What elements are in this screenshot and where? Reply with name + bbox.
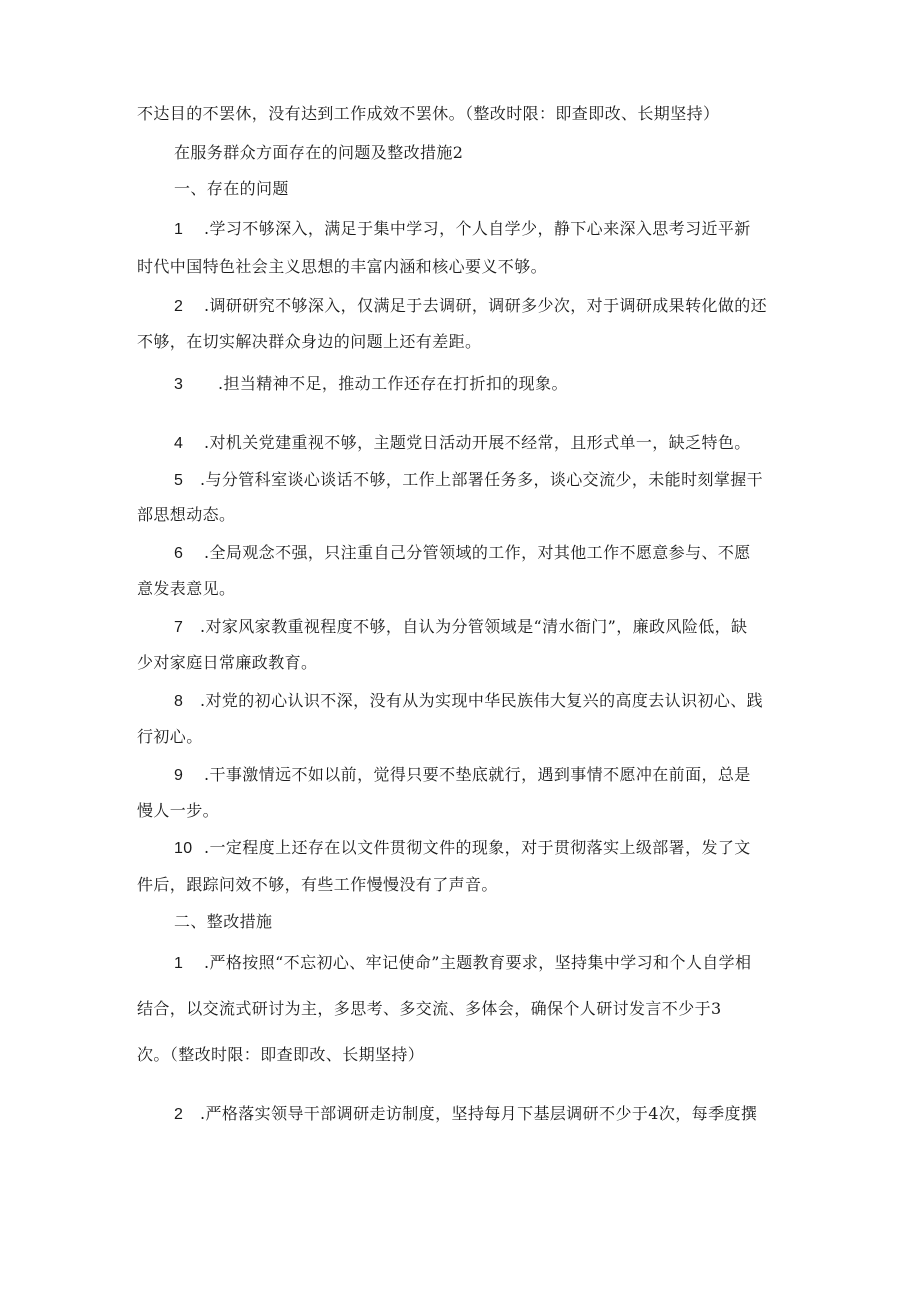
item-number: 9	[174, 767, 184, 784]
list-item: 8 .对党的初心认识不深，没有从为实现中华民族伟大复兴的高度去认识初心、践	[174, 691, 764, 710]
item-number: 1	[174, 221, 184, 238]
paragraph-line: 不够，在切实解决群众身边的问题上还有差距。	[137, 332, 482, 351]
item-number: 4	[174, 435, 184, 452]
item-number: 3	[174, 376, 184, 393]
item-number: 2	[174, 298, 184, 315]
list-item: 2 .调研研究不够深入，仅满足于去调研，调研多少次，对于调研成果转化做的还	[174, 296, 768, 315]
item-number: 5	[174, 472, 184, 489]
section-title: 在服务群众方面存在的问题及整改措施2	[174, 143, 464, 162]
section-heading: 一、存在的问题	[174, 179, 289, 198]
paragraph-line: 意发表意见。	[137, 579, 236, 598]
list-item: 1 .严格按照“不忘初心、牢记使命”主题教育要求，坚持集中学习和个人自学相	[174, 953, 752, 972]
list-item: 7 .对家风家教重视程度不够，自认为分管领域是“清水衙门”，廉政风险低，缺	[174, 617, 748, 636]
paragraph-line: 结合，以交流式研讨为主，多思考、多交流、多体会，确保个人研讨发言不少于3	[137, 999, 722, 1018]
list-item: 2 .严格落实领导干部调研走访制度，坚持每月下基层调研不少于4次，每季度撰	[174, 1104, 758, 1123]
paragraph-line: 次。（整改时限：即查即改、长期坚持）	[137, 1045, 425, 1064]
list-item: 3 .担当精神不足，推动工作还存在打折扣的现象。	[174, 374, 568, 393]
item-number: 8	[174, 693, 184, 710]
list-item: 10 .一定程度上还存在以文件贯彻文件的现象，对于贯彻落实上级部署，发了文	[174, 838, 751, 857]
item-number: 10	[174, 840, 193, 857]
paragraph-line: 慢人一步。	[137, 801, 220, 820]
paragraph-line: 不达目的不罢休，没有达到工作成效不罢休。（整改时限：即查即改、长期坚持）	[137, 104, 720, 123]
item-number: 1	[174, 955, 184, 972]
list-item: 6 .全局观念不强，只注重自己分管领域的工作，对其他工作不愿意参与、不愿	[174, 543, 751, 562]
paragraph-line: 部思想动态。	[137, 505, 236, 524]
item-number: 6	[174, 545, 184, 562]
paragraph-line: 件后，跟踪问效不够，有些工作慢慢没有了声音。	[137, 875, 498, 894]
list-item: 9 .干事激情远不如以前，觉得只要不垫底就行，遇到事情不愿冲在前面，总是	[174, 765, 751, 784]
item-number: 2	[174, 1106, 184, 1123]
section-heading: 二、整改措施	[174, 912, 273, 931]
list-item: 1 .学习不够深入，满足于集中学习，个人自学少，静下心来深入思考习近平新	[174, 219, 751, 238]
paragraph-line: 少对家庭日常廉政教育。	[137, 653, 318, 672]
paragraph-line: 时代中国特色社会主义思想的丰富内涵和核心要义不够。	[137, 257, 548, 276]
list-item: 4 .对机关党建重视不够，主题党日活动开展不经常，且形式单一，缺乏特色。	[174, 433, 751, 452]
paragraph-line: 行初心。	[137, 727, 203, 746]
list-item: 5 .与分管科室谈心谈话不够，工作上部署任务多，谈心交流少，未能时刻掌握干	[174, 470, 764, 489]
item-number: 7	[174, 619, 184, 636]
